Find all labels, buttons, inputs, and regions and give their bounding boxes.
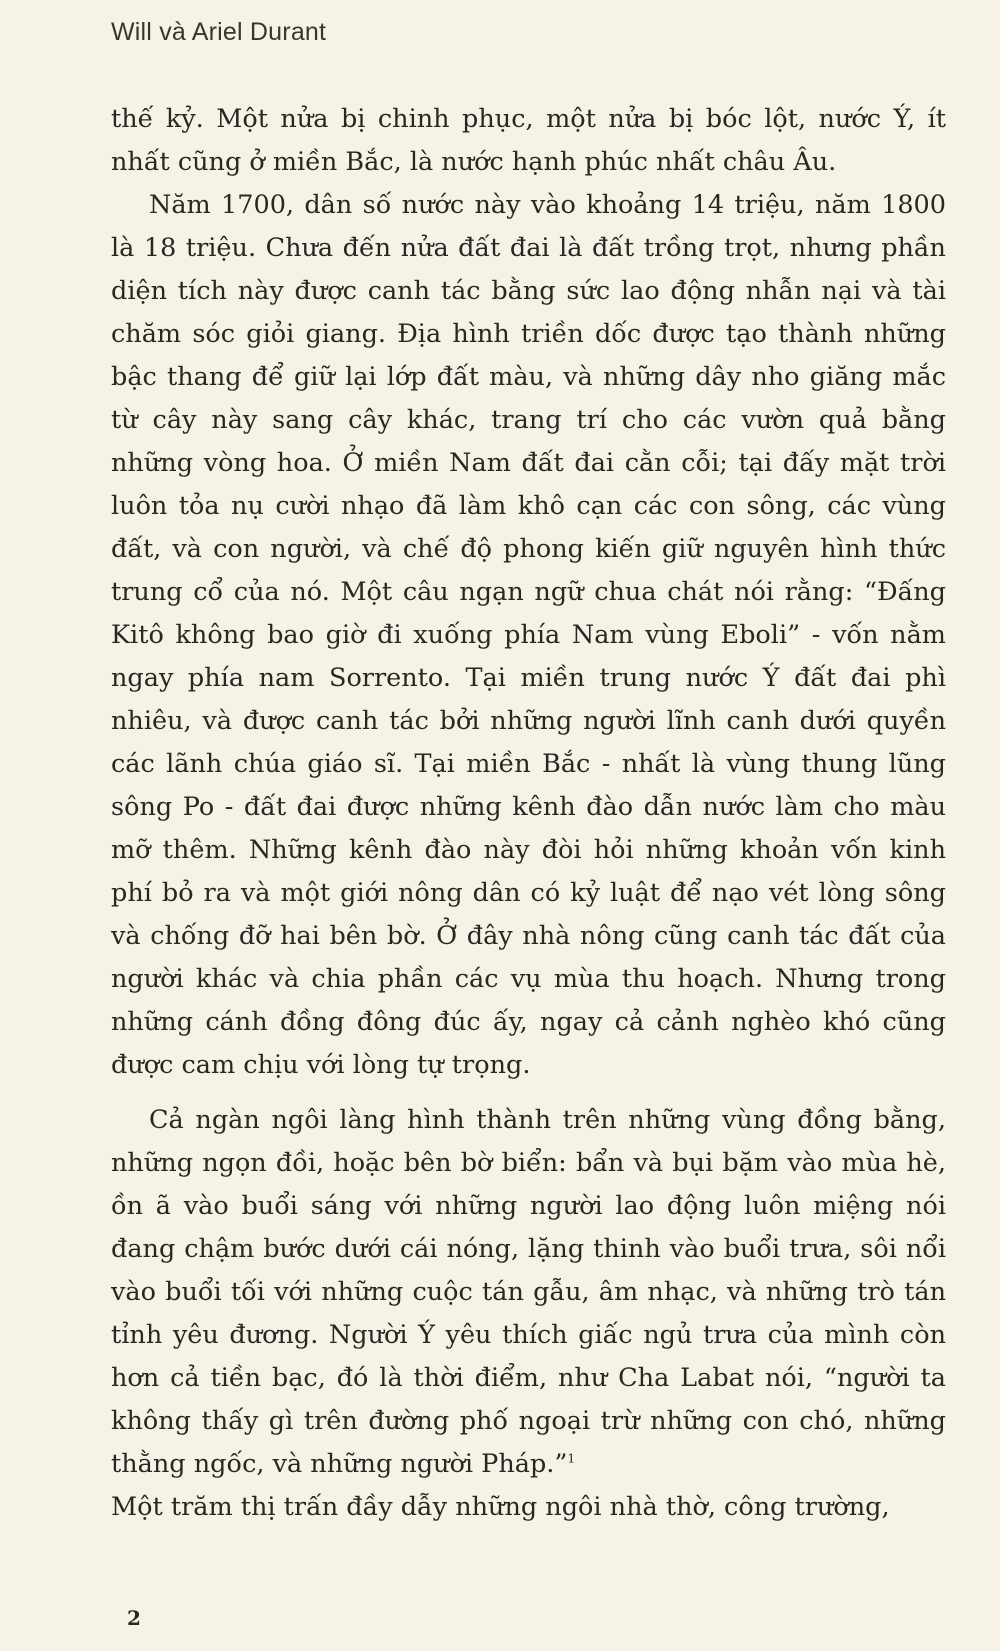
paragraph-2: Năm 1700, dân số nước này vào khoảng 14 triệu, năm 1800 là 18 triệu. Chưa đến nửa đất đai là đất trồng trọt, nhưng phần diện tích này được canh tác bằng sức lao động nhẫn nại và tài chăm sóc giỏi giang. Địa hình triền dốc được tạo thành những bậc thang để giữ lại lớp đất màu, và những dây nho giăng mắc từ cây này sang cây khác, trang trí cho các vườn quả bằng những vòng hoa. Ở miền Nam đất đai cằn cỗi; tại đấy mặt trời luôn tỏa nụ cười nhạo đã làm khô cạn các con sông, các vùng đất, và con người, và chế độ phong kiến giữ nguyên hình thức trung cổ của nó. Một câu ngạn ngữ chua chát nói rằng: “Đấng Kitô không bao giờ đi xuống phía Nam vùng Eboli” - vốn nằm ngay phía nam Sorrento. Tại miền trung nước Ý đất đai phì nhiêu, và được canh tác bởi những người lĩnh canh dưới quyền các lãnh chúa giáo sĩ. Tại miền Bắc - nhất là vùng thung lũng sông Po - đất đai được những kênh đào dẫn nước làm cho màu mỡ thêm. Những kênh đào này đòi hỏi những khoản vốn kinh phí bỏ ra và một giới nông dân có kỷ luật để nạo vét lòng sông và chống đỡ hai bên bờ. Ở đây nhà nông cũng canh tác đất của người khác và chia phần các vụ mùa thu hoạch. Nhưng trong những cánh đồng đông đúc ấy, ngay cả cảnh nghèo khó cũng được cam chịu với lòng tự trọng. <box>111 190 946 1080</box>
footnote-marker: 1 <box>567 1451 576 1466</box>
paragraph-3 <box>111 1099 946 1486</box>
paragraph-3-text: Cả ngàn ngôi làng hình thành trên những vùng đồng bằng, những ngọn đồi, hoặc bên bờ biển: bẩn và bụi bặm vào mùa hè, ồn ã vào buổi sáng với những người lao động luôn miệng nói đang chậm bước dưới cái nóng, lặng thinh vào buổi trưa, sôi nổi vào buổi tối với những cuộc tán gẫu, âm nhạc, và những trò tán tỉnh yêu đương. Người Ý yêu thích giấc ngủ trưa của mình còn hơn cả tiền bạc, đó là thời điểm, như Cha Labat nói, “người ta không thấy gì trên đường phố ngoại trừ những con chó, những thằng ngốc, và những người Pháp.” <box>111 1105 946 1479</box>
paragraph-1: thế kỷ. Một nửa bị chinh phục, một nửa bị bóc lột, nước Ý, ít nhất cũng ở miền Bắc, là nước hạnh phúc nhất châu Âu. <box>111 104 946 177</box>
paragraph-4: Một trăm thị trấn đầy dẫy những ngôi nhà thờ, công trường, <box>111 1492 890 1522</box>
running-header: Will và Ariel Durant <box>111 18 327 46</box>
body-text <box>111 98 946 1529</box>
page-number: 2 <box>127 1606 141 1630</box>
